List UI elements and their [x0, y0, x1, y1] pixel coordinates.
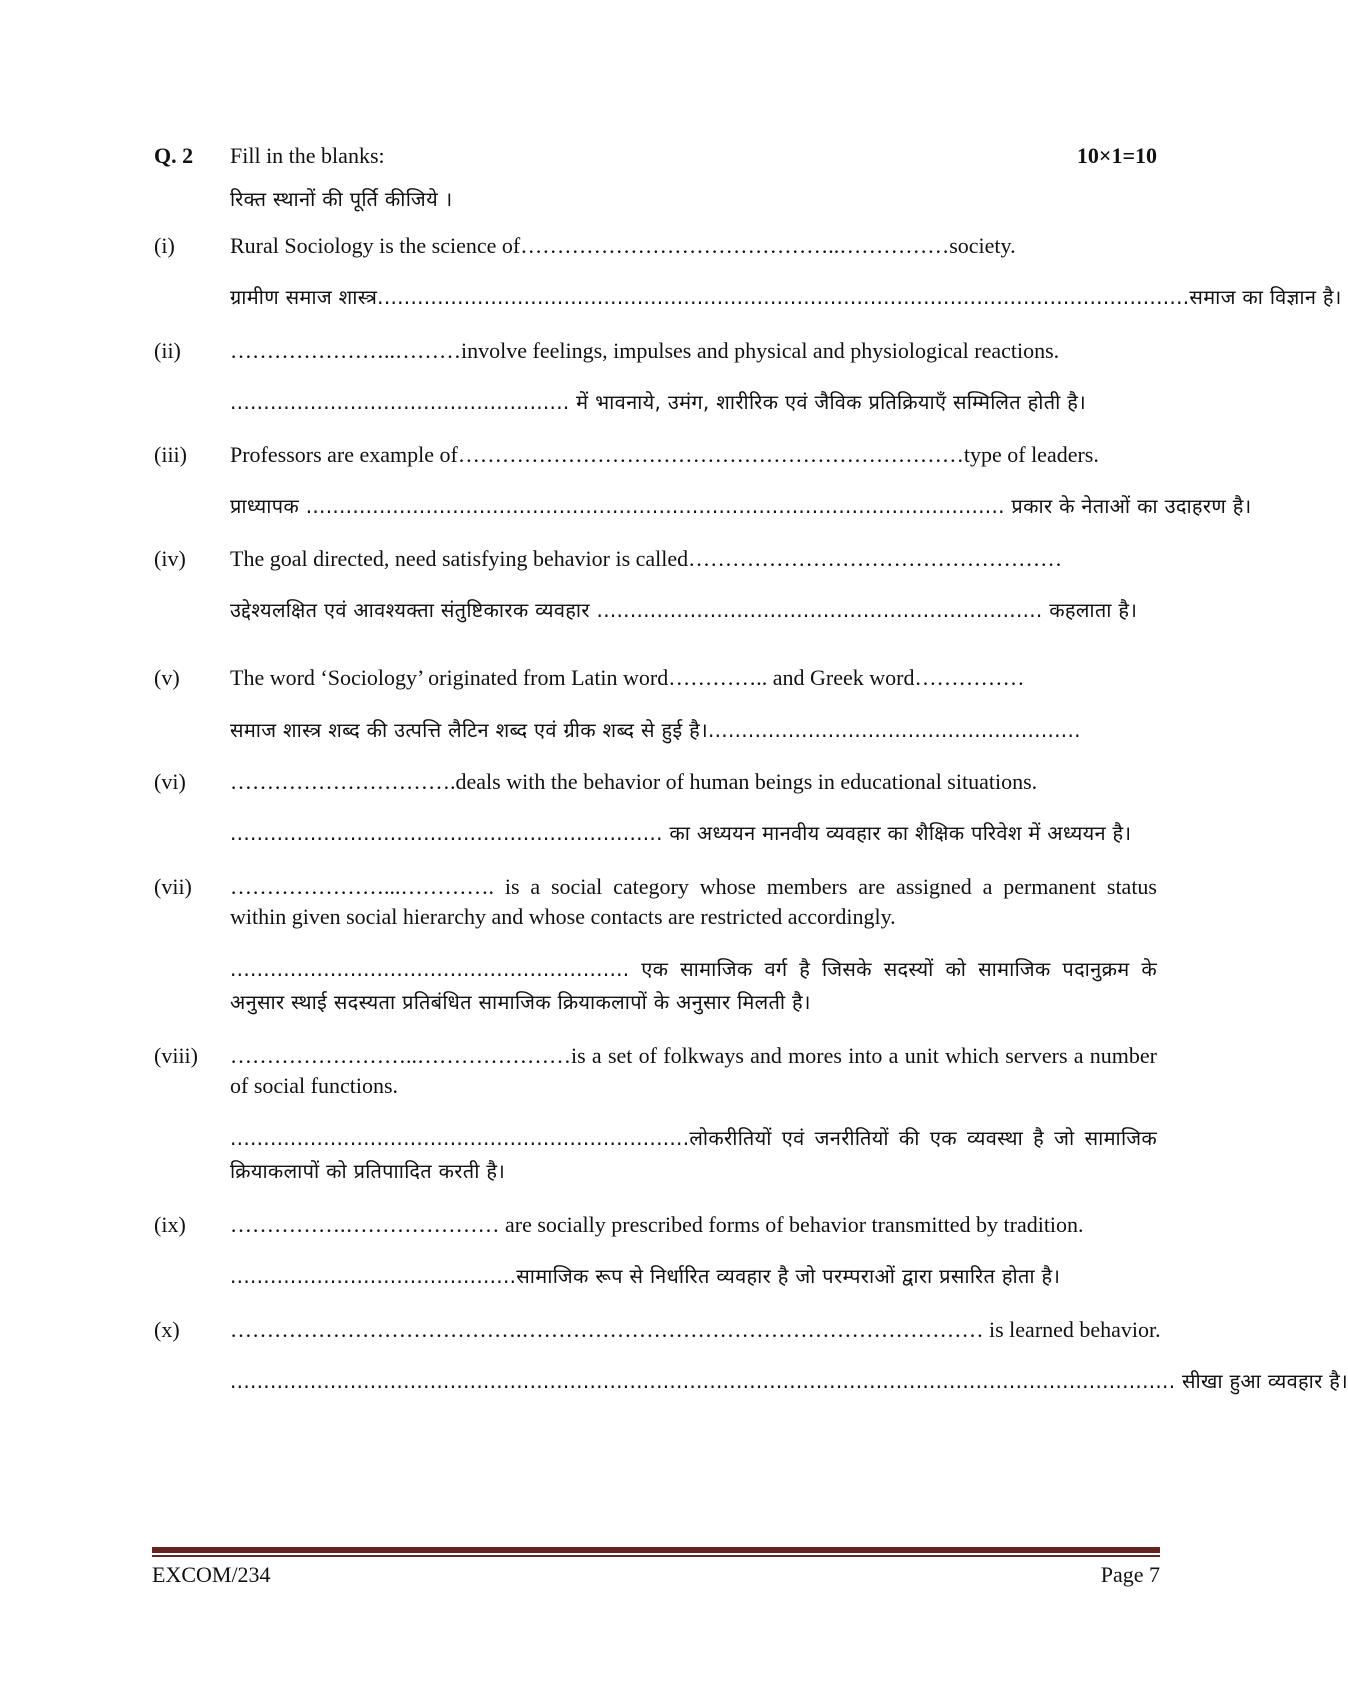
item-english: The word ‘Sociology’ originated from Latin word………….. and Greek word…………… [230, 665, 1025, 690]
item-english: ……………………..…………………is a set of folkways and mores into a unit which servers a number of social functions. [230, 1043, 1157, 1098]
item-hindi: ...........................................सामाजिक रूप से निर्धारित व्यवहार है जो परम्पराओं द्वारा प्रसारित होता है। [230, 1264, 1061, 1288]
item-english: Professors are example of……………………………………………………………type of leaders. [230, 442, 1099, 467]
item-number: (i) [154, 233, 175, 258]
footer-rule [152, 1547, 1160, 1553]
item-hindi: समाज शास्त्र शब्द की उत्पत्ति लैटिन शब्द एवं ग्रीक शब्द से हुई है।........................................................ [230, 718, 1081, 742]
question-title: Fill in the blanks: [230, 143, 385, 168]
item-english: …………….………………… are socially prescribed forms of behavior transmitted by tradition. [230, 1212, 1084, 1237]
document-code: EXCOM/234 [152, 1562, 271, 1587]
item-hindi: उद्देश्यलक्षित एवं आवश्यक्ता संतुष्टिकारक व्यवहार ................................................................... कहलाता है। [230, 598, 1138, 622]
item-number: (x) [154, 1317, 180, 1342]
item-number: (ii) [154, 338, 181, 363]
question-marks: 10×1=10 [1076, 143, 1157, 168]
item-english: …………………...…………. is a social category whose members are assigned a permanent status within given social hierarchy and whose contacts are restricted accordingly. [230, 874, 1157, 929]
item-hindi: .....................................................................लोकरीतियों एवं जनरीतियों की एक व्यवस्था है जो सामाजिक क्रियाकलापों को प्रतिपाादित करती है। [230, 1126, 1157, 1183]
item-number: (iv) [154, 546, 186, 571]
page-number: Page 7 [1100, 1562, 1160, 1587]
question-title-hindi: रिक्त स्थानों की पूर्ति कीजिये । [230, 187, 453, 211]
item-number: (vii) [154, 874, 192, 899]
item-number: (iii) [154, 442, 187, 467]
item-hindi: प्राध्यापक ......................................................................................................... प्रकार के नेताओं का उदाहरण है। [230, 494, 1252, 518]
item-english: The goal directed, need satisfying behavior is called…………………………………………… [230, 546, 1063, 571]
item-number: (v) [154, 665, 180, 690]
item-english: ………………………….deals with the behavior of human beings in educational situations. [230, 769, 1038, 794]
item-hindi: ................................................................. का अध्ययन मानवीय व्यवहार का शैक्षिक परिवेश में अध्ययन है। [230, 821, 1132, 845]
item-hindi: .............................................................................................................................................. सीखा हुआ व्यवहार है। [230, 1369, 1348, 1393]
item-english: …………………..………involve feelings, impulses and physical and physiological reactions. [230, 338, 1060, 363]
item-english: ………………………………….……………………………………………………… is learned behavior. [230, 1317, 1161, 1342]
footer-rule-thin [152, 1555, 1160, 1557]
item-english: Rural Sociology is the science of……………………………………..……………society. [230, 233, 1016, 258]
item-number: (ix) [154, 1212, 186, 1237]
item-number: (viii) [154, 1043, 198, 1068]
question-number: Q. 2 [154, 143, 194, 168]
item-number: (vi) [154, 769, 186, 794]
item-hindi: ग्रामीण समाज शास्त्र..........................................................................................................................समाज का विज्ञान है। [230, 285, 1342, 309]
item-hindi: ............................................................ एक सामाजिक वर्ग है जिसके सदस्यों को सामाजिक पदानुक्रम के अनुसार स्थाई सदस्यता प्रतिबंधित सामाजिक क्रियाकलापों के अनुसार मिलती है। [230, 957, 1157, 1014]
item-hindi: ................................................... में भावनाये, उमंग, शारीरिक एवं जैविक प्रतिक्रियाएँ सम्मिलित होती है। [230, 390, 1087, 414]
